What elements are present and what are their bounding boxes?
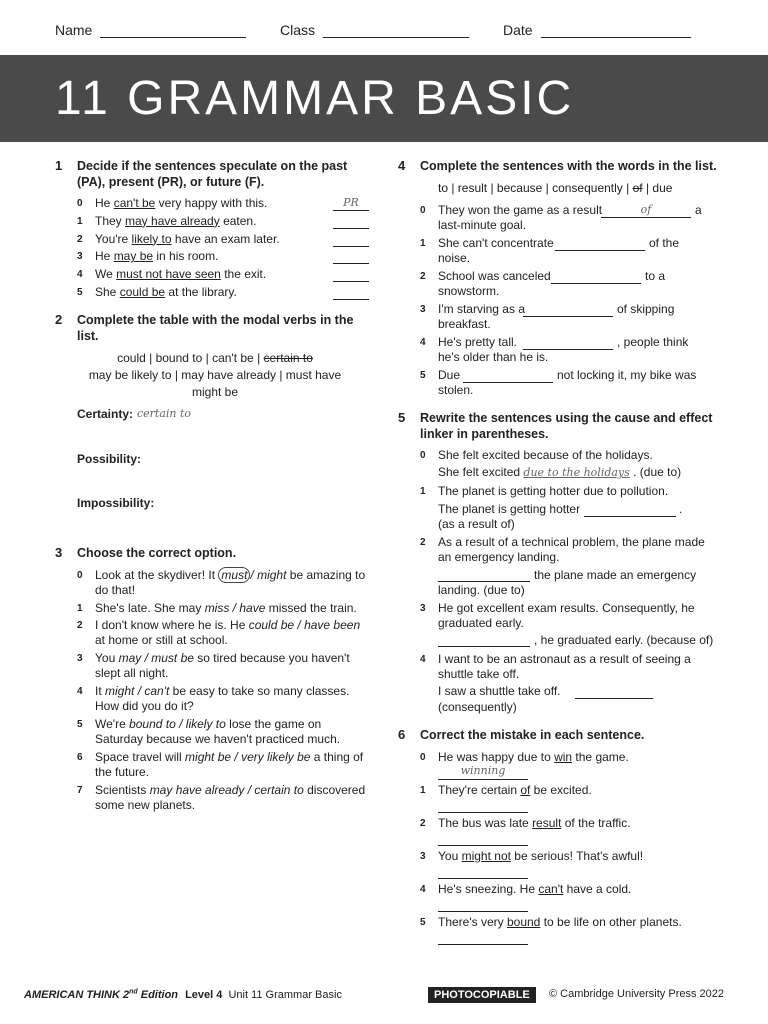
date-label: Date [503,22,533,38]
list-item [420,203,718,233]
item-continuation: breakfast. [438,317,491,331]
word-list-line: to | result | because | consequently | [438,181,630,195]
item-text-line [438,502,580,517]
item-number: 1 [420,238,426,249]
mistake-underlined: win [554,750,573,764]
item-text [438,915,682,930]
list-item [77,267,372,282]
list-item [77,783,375,813]
answer-blank[interactable] [551,269,641,284]
section-heading: Correct the mistake in each sentence. [420,728,645,742]
item-number: 4 [77,269,83,281]
item-number: 1 [420,785,426,796]
certainty-label: Certainty: [77,407,134,421]
item-number: 0 [420,450,426,461]
item-text [438,882,631,897]
answer-blank[interactable] [438,632,530,647]
list-item [77,750,375,780]
list-item [77,196,372,211]
mistake-underlined: of [520,783,531,797]
word-list-line: | due [645,181,673,195]
item-text: I want to be an astronaut as a result of seeing a [438,652,691,666]
item-linker: (consequently) [438,700,517,714]
list-item [420,915,718,947]
book-level: Level 4 [185,988,223,1001]
option-choices[interactable]: might be / very likely be [185,750,311,764]
answer-blank[interactable] [523,335,613,350]
item-prefix: You [438,849,462,863]
impossibility-label: Impossibility: [77,496,155,510]
item-prefix: Look at the skydiver! It [95,568,219,582]
item-suffix: of the [649,236,680,250]
item-number: 0 [420,752,426,763]
option-choices[interactable]: bound to / likely to [129,717,226,731]
item-suffix: be easy to take so many classes. [169,684,350,698]
class-label: Class [280,22,316,38]
item-suffix: lose the game on [225,717,322,731]
section-heading: Complete the sentences with the words in the list. [420,159,717,173]
item-prefix: She's late. She may [95,601,205,615]
word-list-line: might be [191,385,239,399]
item-suffix: to be life on other planets. [540,915,682,929]
photocopiable-badge: PHOTOCOPIABLE [428,987,536,1003]
item-suffix: be excited. [530,783,592,797]
item-prefix: Due [438,368,461,382]
item-prefix: The planet is getting hotter [438,502,581,516]
item-number: 4 [420,654,426,665]
item-number: 3 [420,603,426,614]
item-number: 5 [420,370,426,381]
item-text: As a result of a technical problem, the plane made [438,535,705,549]
section-1 [55,158,375,308]
item-suffix: , he graduated early. (because of) [534,633,714,647]
word-list [438,181,672,195]
list-item [420,601,718,649]
item-number: 2 [420,271,426,282]
list-item [420,535,718,597]
item-number: 4 [420,884,426,895]
item-continuation: slept all night. [95,666,169,680]
list-item [77,568,375,598]
item-text [95,601,370,616]
item-number: 4 [420,337,426,348]
item-suffix: . [679,502,683,516]
item-prefix: He [95,196,114,210]
item-number: 1 [77,603,83,614]
certainty-answer[interactable]: certain to [137,407,192,420]
item-number: 0 [77,198,83,209]
item-continuation: last-minute goal. [438,218,527,232]
answer-blank[interactable] [333,285,369,300]
item-prefix: It [95,684,106,698]
item-prefix: She felt excited [438,465,521,479]
answer-blank[interactable] [575,684,653,699]
item-prefix: They're certain [438,783,521,797]
item-number: 0 [420,205,426,216]
item-continuation: noise. [438,251,471,265]
item-text-line [438,465,681,480]
list-item [420,302,718,332]
item-number: 1 [77,215,83,227]
answer-blank[interactable] [438,831,528,846]
list-item [420,750,718,782]
list-item [420,236,718,266]
section-5 [398,410,718,720]
item-prefix: I don't know where he is. He [95,618,249,632]
answer-blank[interactable] [333,267,369,282]
word-list-used: certain to [263,351,313,365]
item-number: 2 [77,233,83,245]
modal-underlined: can't be [113,196,156,210]
mistake-underlined: result [532,816,562,830]
item-prefix: There's very [438,915,507,929]
item-prefix: I'm starving as a [438,302,525,316]
item-number: 2 [420,537,426,548]
list-item [420,448,718,480]
answer-sample: winning [460,764,506,777]
class-field [280,22,469,38]
answer-blank[interactable] [601,203,691,218]
answer-blank[interactable] [333,214,369,229]
item-number: 3 [420,851,426,862]
date-line[interactable] [541,23,691,38]
section-number: 2 [55,312,63,327]
word-list-used: of [632,181,643,195]
item-prefix: We're [95,717,130,731]
answer-blank[interactable] [438,930,528,945]
answer-blank[interactable] [584,502,676,517]
item-prefix: Scientists [95,783,150,797]
item-number: 4 [77,686,83,697]
item-prefix: He [95,249,114,264]
section-heading: Choose the correct option. [77,546,237,560]
answer-blank[interactable] [438,864,528,879]
word-list-line: could | bound to | can't be | [117,351,261,365]
list-item [420,484,718,532]
item-text [95,249,218,264]
item-suffix: of skipping [617,302,675,316]
item-prefix: We [95,267,117,282]
item-suffix: the plane made an emergency [534,568,697,582]
list-item [420,269,718,299]
item-prefix: She [95,285,120,299]
item-suffix: discovered [303,783,366,797]
list-item [420,783,718,815]
modal-underlined: may have already [125,213,220,228]
list-item [420,816,718,848]
item-text: shuttle take off. [438,667,520,681]
item-continuation: stolen. [438,383,474,397]
section-number: 3 [55,545,63,560]
item-continuation: snowstorm. [438,284,500,298]
item-continuation: the future. [95,765,150,779]
answer-blank[interactable] [523,302,613,317]
item-text [438,816,631,831]
item-suffix: of the traffic. [561,816,631,830]
word-list-line: may be likely to | may have already | must have [88,368,342,382]
book-title-sup: nd [129,988,138,995]
answer-blank[interactable] [438,897,528,912]
item-text [95,651,370,681]
date-field [503,22,691,38]
option-choices[interactable]: may / must be [118,651,194,665]
list-item [77,717,375,747]
name-field [55,22,246,38]
item-number: 7 [77,785,83,796]
item-suffix: a thing of [310,750,364,764]
name-label: Name [55,22,93,38]
item-text [95,783,370,813]
option-choices[interactable]: could be / have been [248,618,361,632]
item-text [95,267,266,282]
section-number: 1 [55,158,63,173]
item-prefix: I saw a shuttle take off. [438,684,561,698]
item-continuation: at home or still at school. [95,633,228,647]
item-text [95,717,370,747]
item-prefix: She can't concentrate [438,236,554,250]
answer-blank[interactable] [333,249,369,264]
item-suffix: very happy with this. [155,196,268,210]
item-suffix: have a cold. [563,882,632,896]
item-continuation: How did you do it? [95,699,194,713]
footer-book [24,988,342,1001]
option-other[interactable]: / might [250,568,287,582]
answer-sample: of [640,203,652,216]
item-linker: (as a result of) [438,517,515,531]
item-continuation: some new planets. [95,798,196,812]
item-text [438,849,643,864]
section-heading: Complete the table with the modal verbs in the list. [77,313,354,343]
mistake-underlined: bound [506,915,541,929]
item-text: graduated early. [438,616,524,630]
answer-blank[interactable] [438,798,528,813]
option-choices[interactable]: might / can't [105,684,170,698]
item-linker: landing. (due to) [438,583,525,597]
item-text: She felt excited because of the holidays. [438,448,653,462]
option-choices[interactable]: may have already / certain to [149,783,304,797]
possibility-label: Possibility: [77,452,142,466]
item-suffix: the game. [572,750,629,764]
item-text [438,783,592,798]
list-item [77,651,375,681]
item-prefix: You [95,651,119,665]
item-text [95,618,370,648]
item-text [95,232,280,247]
list-item [77,285,372,300]
item-suffix: in his room. [153,249,219,264]
item-number: 3 [420,304,426,315]
answer-sample: PR [343,196,359,209]
item-text: He got excellent exam results. Consequently, he [438,601,695,615]
section-heading: Rewrite the sentences using the cause and effect linker in parentheses. [420,411,713,441]
list-item [77,618,375,648]
list-item [77,249,372,264]
item-text: an emergency landing. [438,550,560,564]
item-prefix: Space travel will [95,750,186,764]
title-banner [0,55,768,142]
item-prefix: They won the game as a result [438,203,603,217]
item-number: 2 [77,620,83,631]
list-item [77,232,372,247]
item-number: 3 [77,653,83,664]
section-2 [55,312,375,522]
answer-blank[interactable] [463,368,553,383]
item-text [95,214,256,229]
list-item [420,652,718,716]
book-unit: Unit 11 Grammar Basic [228,988,342,1001]
item-continuation: he's older than he is. [438,350,549,364]
list-item [420,335,718,365]
mistake-underlined: might not [461,849,511,863]
item-number: 5 [420,917,426,928]
item-prefix: School was canceled [438,269,551,283]
item-suffix: . (due to) [633,465,682,479]
copyright: © Cambridge University Press 2022 [549,988,725,1000]
item-prefix: He was happy due to [438,750,555,764]
modal-underlined: could be [119,285,166,299]
section-4 [398,158,718,403]
section-3 [55,545,375,825]
item-number: 5 [77,287,83,298]
answer-blank[interactable] [555,236,645,251]
mistake-underlined: can't [538,882,564,896]
list-item [420,849,718,881]
modal-underlined: may be [113,249,154,264]
item-number: 2 [420,818,426,829]
item-suffix: eaten. [219,213,257,228]
item-prefix: The bus was late [438,816,533,830]
book-title: AMERICAN THINK 2 [24,988,130,1001]
modal-underlined: must not have seen [116,267,221,282]
section-6 [398,727,718,952]
item-text [95,285,237,300]
item-prefix: He's sneezing. He [438,882,539,896]
item-continuation: do that! [95,583,136,597]
item-suffix: at the library. [165,285,237,299]
book-edition: Edition [137,988,179,1001]
item-suffix: have an exam later. [171,231,280,246]
item-suffix: be amazing to [286,568,366,582]
list-item [77,684,375,714]
item-number: 0 [77,570,83,581]
section-number: 5 [398,410,406,425]
item-suffix: , people think [617,335,689,349]
item-prefix: He's pretty tall. [438,335,517,349]
item-prefix: They [95,213,126,228]
item-number: 6 [77,752,83,763]
item-prefix: You're [95,231,132,246]
page-title: 11 GRAMMAR BASIC [55,72,575,125]
section-heading: Decide if the sentences speculate on the past (PA), present (PR), or future (F). [77,159,348,189]
item-suffix: so tired because you haven't [193,651,350,665]
option-choices[interactable]: miss / have [204,601,266,615]
list-item [420,882,718,914]
answer-blank[interactable] [333,196,369,211]
modal-underlined: likely to [131,231,172,246]
item-suffix: the exit. [220,267,267,282]
list-item [77,214,372,229]
list-item [420,368,718,398]
item-text [95,196,267,211]
name-line[interactable] [100,23,246,38]
item-number: 5 [77,719,83,730]
item-suffix: a [695,203,702,217]
item-number: 1 [420,486,426,497]
item-continuation: Saturday because we haven't practiced much. [95,732,341,746]
item-suffix: to a [645,269,666,283]
item-text [95,568,370,598]
item-number: 3 [77,251,83,263]
class-line[interactable] [323,23,469,38]
section-number: 4 [398,158,406,173]
answer-blank[interactable] [438,765,528,780]
answer-sample[interactable]: due to the holidays [523,466,630,479]
item-suffix: not locking it, my bike was [557,368,697,382]
item-text: The planet is getting hotter due to pollution. [438,484,669,498]
option-selected[interactable]: must [218,567,250,583]
item-suffix: missed the train. [265,601,357,615]
item-suffix: be serious! That's awful! [510,849,644,863]
item-text [95,750,370,780]
section-number: 6 [398,727,406,742]
word-list [55,350,375,401]
answer-blank[interactable] [333,232,369,247]
answer-blank[interactable] [438,567,530,582]
item-text [95,684,370,714]
